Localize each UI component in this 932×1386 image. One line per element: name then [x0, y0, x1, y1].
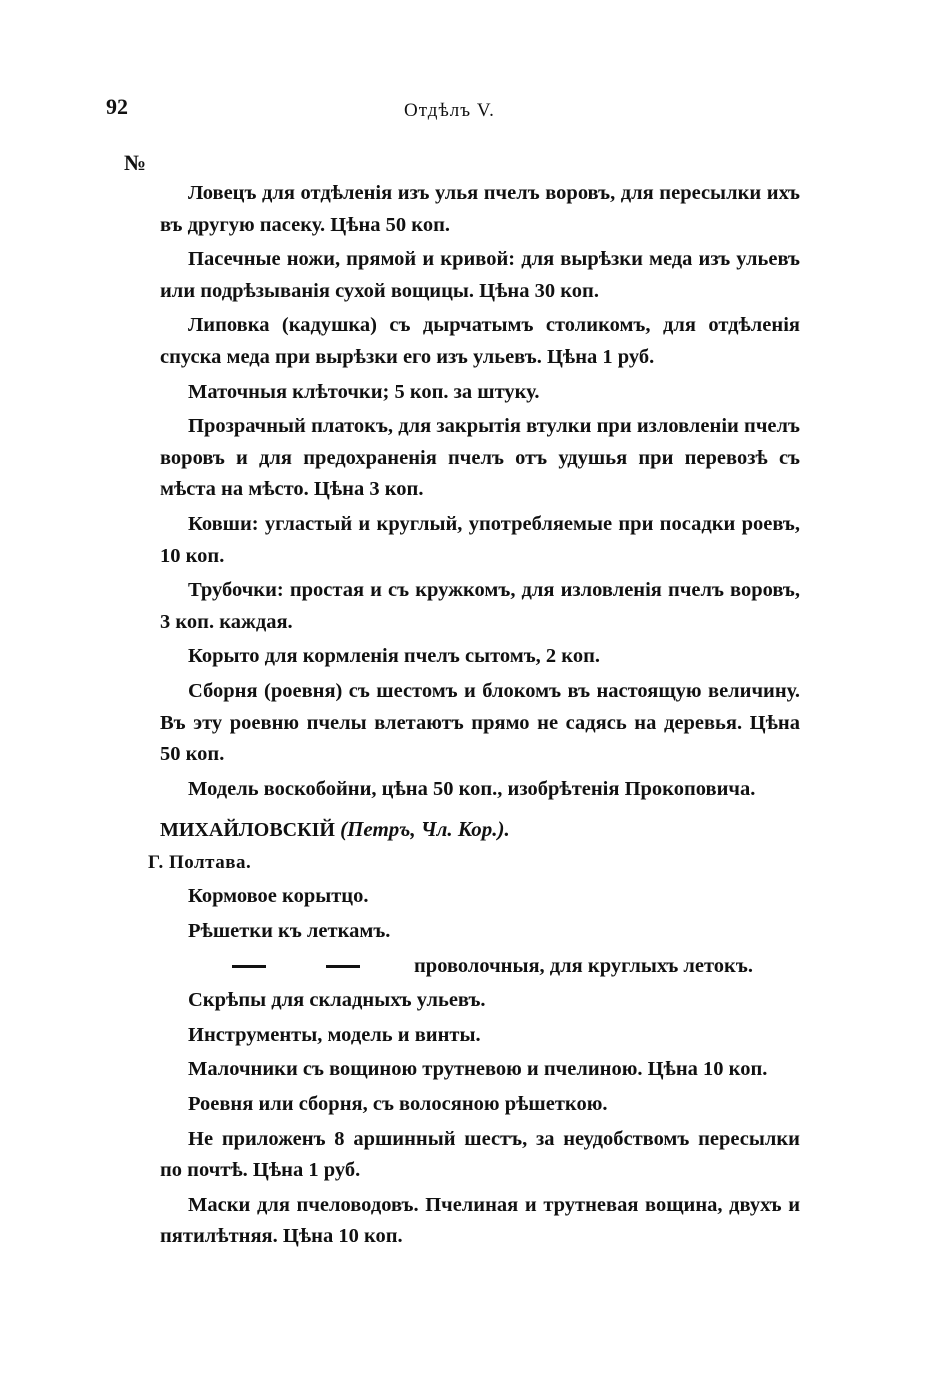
catalog-entry: Не приложенъ 8 аршинный шестъ, за неудобствомъ пересылки по почтѣ. Цѣна 1 руб.: [160, 1127, 800, 1182]
catalog-entry: Кормовое корытцо.: [188, 885, 369, 908]
section-title: Отдѣлъ V.: [404, 100, 495, 121]
catalog-entry: Прозрачный платокъ, для закрытія втулки при изловленіи пчелъ воровъ и для предохраненія пчелъ отъ удушья при перевозѣ съ мѣста на мѣсто. Цѣна 3 коп.: [160, 415, 800, 501]
catalog-entry: Малочники съ вощиною трутневою и пчелиною. Цѣна 10 коп.: [188, 1058, 768, 1081]
catalog-entry: Ловецъ для отдѣленія изъ улья пчелъ воровъ, для пересылки ихъ въ другую пасеку. Цѣна 50 коп.: [160, 182, 800, 236]
sub-entry: [160, 951, 800, 983]
catalog-entry: Липовка (кадушка) съ дырчатымъ столикомъ, для отдѣленія спуска меда при вырѣзки его изъ ульевъ. Цѣна 1 руб.: [160, 314, 800, 368]
catalog-entry: Сборня (роевня) съ шестомъ и блокомъ въ настоящую величину. Въ эту роевню пчелы влетаютъ прямо не садясь на деревья. Цѣна 50 коп.: [160, 679, 800, 766]
catalog-entry: Скрѣпы для складныхъ ульевъ.: [188, 989, 486, 1012]
exhibitor-name: МИХАЙЛОВСКІЙ: [160, 819, 335, 842]
catalog-entry: Трубочки: простая и съ кружкомъ, для изловленія пчелъ воровъ, 3 коп. каждая.: [160, 579, 800, 633]
catalog-entry: Маски для пчеловодовъ. Пчелиная и трутневая вощина, двухъ и пятилѣтняя. Цѣна 10 коп.: [160, 1193, 800, 1248]
sub-entry-text: проволочныя, для круглыхъ летокъ.: [414, 954, 753, 977]
catalog-entry: Инструменты, модель и винты.: [188, 1023, 481, 1046]
ditto-dash: [326, 965, 360, 968]
catalog-entry: Рѣшетки къ леткамъ.: [188, 920, 391, 943]
page-number: 92: [106, 94, 128, 119]
number-sign: №: [124, 150, 147, 175]
exhibitor-heading: [160, 814, 800, 847]
catalog-entry: Маточныя клѣточки; 5 коп. за штуку.: [188, 380, 540, 403]
catalog-entry: Пасечные ножи, прямой и кривой: для вырѣзки меда изъ ульевъ или подрѣзыванія сухой вощицы. Цѣна 30 коп.: [160, 248, 800, 302]
catalog-entry: Корыто для кормленія пчелъ сытомъ, 2 коп.: [188, 645, 601, 668]
catalog-entry: Ковши: угластый и круглый, употребляемые при посадки роевъ, 10 коп.: [160, 512, 800, 567]
ditto-dash: [232, 965, 266, 968]
exhibitor-detail: (Петръ, Чл. Кор.).: [340, 817, 510, 842]
exhibitor-city: Г. Полтава.: [148, 851, 252, 873]
catalog-entry: Модель воскобойни, цѣна 50 коп., изобрѣтенія Прокоповича.: [188, 777, 756, 800]
catalog-entry: Роевня или сборня, съ волосяною рѣшеткою.: [188, 1093, 608, 1116]
catalog-body: [148, 178, 800, 1256]
